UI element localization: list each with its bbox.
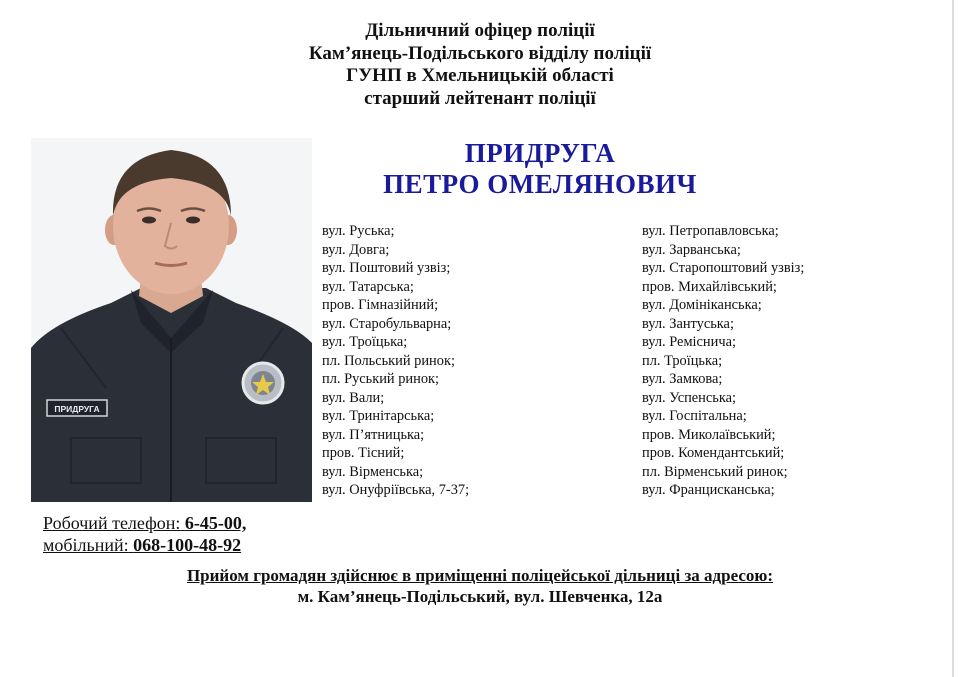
street-item: пл. Руський ринок; [322,371,440,387]
street-item: вул. Домініканська; [642,297,762,313]
mobile-phone-line [43,534,246,556]
officer-surname: ПРИДРУГА [464,138,616,168]
contact-phones [43,512,246,556]
street-item: пров. Гімназійний; [322,297,439,313]
street-item: вул. Замкова; [642,371,723,387]
work-phone-label: Робочий телефон: [43,513,181,533]
officer-title-header [0,20,960,110]
mobile-phone-number: 068-100-48-92 [133,535,242,555]
reception-address: м. Кам’янець-Подільський, вул. Шевченка, 12а [297,587,663,606]
street-item: вул. Довга; [322,241,390,258]
street-item: вул. Троїцька; [322,334,408,350]
street-item: пл. Троїцька; [642,352,723,369]
street-item: вул. Онуфріївська, 7-37; [322,482,470,498]
street-item: вул. Старопоштовий узвіз; [642,260,805,276]
mobile-phone-label: мобільний: [43,535,129,555]
police-badge [243,363,283,403]
reception-line-1: Прийом громадян здійснює в приміщенні поліцейської дільниці за адресою: [186,566,774,585]
work-phone-line [43,512,246,534]
officer-name [300,138,780,200]
header-line-position: Дільничний офіцер поліції [365,20,595,41]
street-item: вул. Зантуська; [642,315,734,332]
street-list-right [642,222,804,500]
street-item: вул. Зарванська; [642,241,741,258]
street-item: вул. Успенська; [642,389,736,406]
street-item: пл. Вірменський ринок; [642,463,788,480]
street-item: пров. Миколаївський; [642,426,776,443]
street-item: вул. Старобульварна; [322,315,452,332]
street-item: вул. Поштовий узвіз; [322,260,451,276]
street-item: пл. Польський ринок; [322,352,455,369]
header-line-department: Кам’янець-Подільського відділу поліції [308,42,652,64]
street-item: вул. Вали; [322,389,385,406]
street-item: вул. Вірменська; [322,463,424,480]
officer-photo [31,138,312,502]
work-phone-number: 6-45-00, [184,513,247,533]
name-tag-text: ПРИДРУГА [54,404,100,414]
street-item: вул. Руська; [322,223,395,239]
street-item: вул. Петропавловська; [642,223,779,239]
street-item: пров. Тісний; [322,445,405,461]
street-list-left [322,222,469,500]
street-item: вул. П’ятницька; [322,426,425,443]
street-item: вул. Францисканська; [642,482,775,498]
street-item: вул. Реміснича; [642,334,736,350]
street-item: вул. Тринітарська; [322,408,435,424]
street-item: вул. Госпітальна; [642,408,747,424]
officer-given-names: ПЕТРО ОМЕЛЯНОВИЧ [383,169,697,199]
street-item: вул. Татарська; [322,278,414,295]
street-item: пров. Михайлівський; [642,278,777,295]
header-line-rank: старший лейтенант поліції [364,87,596,109]
street-item: пров. Комендантський; [642,445,785,461]
reception-info [0,565,960,607]
header-line-directorate: ГУНП в Хмельницькій області [346,65,614,86]
